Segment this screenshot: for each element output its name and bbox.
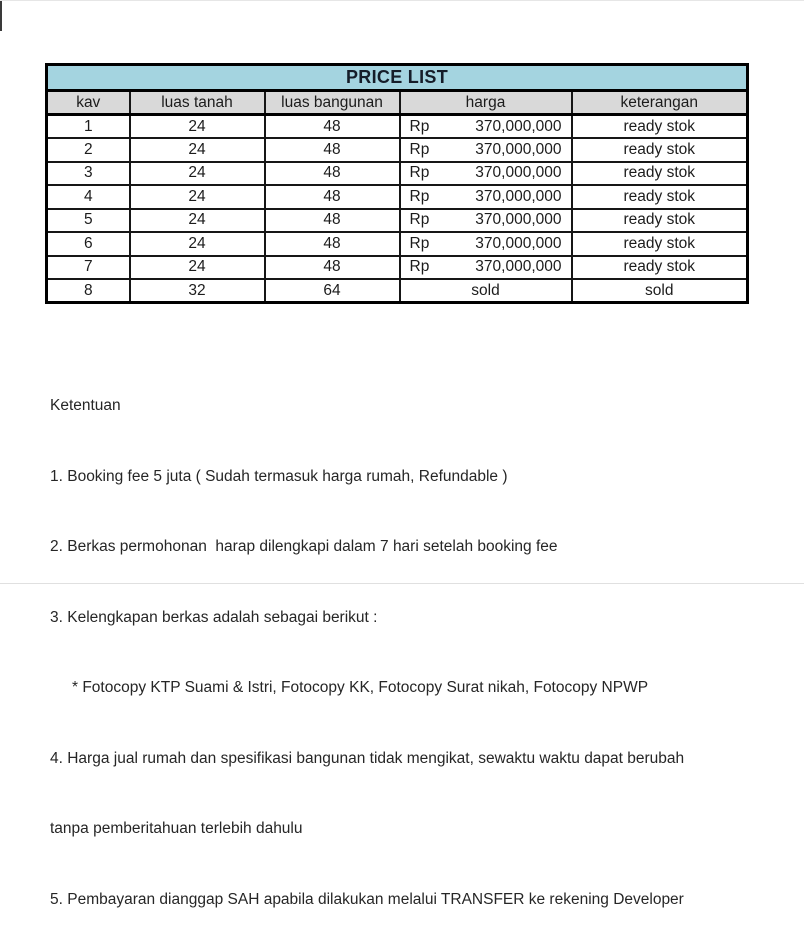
terms-line: tanpa pemberitahuan terlebih dahulu [50, 820, 303, 837]
currency-label: Rp [409, 187, 430, 205]
cell-harga [400, 256, 572, 280]
terms-line: 1. Booking fee 5 juta ( Sudah termasuk harga rumah, Refundable ) [50, 467, 508, 485]
column-header-luas-bangunan: luas bangunan [265, 91, 400, 115]
cell-harga [400, 138, 572, 162]
table-row [47, 185, 748, 209]
cell-keterangan: sold [572, 279, 748, 303]
table-row [47, 256, 748, 280]
terms-line: 5. Pembayaran dianggap SAH apabila dilakukan melalui TRANSFER ke rekening Developer [50, 890, 684, 908]
table-row [47, 162, 748, 186]
price-amount: 370,000,000 [475, 117, 562, 135]
price-amount: 370,000,000 [475, 258, 562, 276]
terms-line: 2. Berkas permohonan harap dilengkapi dalam 7 hari setelah booking fee [50, 538, 558, 555]
cell-luas-bangunan: 48 [265, 256, 400, 280]
cell-luas-tanah: 24 [130, 256, 265, 280]
price-amount: 370,000,000 [475, 164, 562, 182]
table-title-band [47, 65, 748, 91]
currency-label: Rp [409, 234, 430, 252]
table-row [47, 115, 748, 139]
cell-harga [400, 185, 572, 209]
cell-keterangan: ready stok [572, 185, 748, 209]
cell-luas-bangunan: 64 [265, 279, 400, 303]
cell-harga [400, 209, 572, 233]
column-header-harga: harga [400, 91, 572, 115]
cell-kav: 3 [47, 162, 130, 186]
price-amount: 370,000,000 [475, 187, 562, 205]
cell-luas-tanah: 24 [130, 185, 265, 209]
terms-line: * Fotocopy KTP Suami & Istri, Fotocopy KK, Fotocopy Surat nikah, Fotocopy NPWP [72, 679, 649, 696]
cell-luas-tanah: 24 [130, 209, 265, 233]
price-amount: 370,000,000 [475, 211, 562, 229]
cell-kav: 1 [47, 115, 130, 139]
column-header-luas-tanah: luas tanah [130, 91, 265, 115]
price-amount: 370,000,000 [475, 140, 562, 158]
terms-line: 3. Kelengkapan berkas adalah sebagai berikut : [50, 608, 378, 626]
cell-kav: 7 [47, 256, 130, 280]
cell-luas-bangunan: 48 [265, 232, 400, 256]
cell-luas-tanah: 24 [130, 232, 265, 256]
cell-luas-bangunan: 48 [265, 138, 400, 162]
cell-luas-bangunan: 48 [265, 115, 400, 139]
cell-kav: 6 [47, 232, 130, 256]
cell-luas-bangunan: 48 [265, 185, 400, 209]
table-row [47, 138, 748, 162]
terms-section [50, 347, 780, 935]
column-header-kav: kav [47, 91, 130, 115]
table-row [47, 209, 748, 233]
cell-luas-tanah: 32 [130, 279, 265, 303]
column-header-keterangan: keterangan [572, 91, 748, 115]
cell-luas-tanah: 24 [130, 115, 265, 139]
cell-harga [400, 232, 572, 256]
cell-harga [400, 162, 572, 186]
cell-harga [400, 115, 572, 139]
table-row [47, 279, 748, 303]
currency-label: Rp [409, 164, 430, 182]
table-title: PRICE LIST [47, 65, 748, 91]
cell-kav: 4 [47, 185, 130, 209]
cell-luas-tanah: 24 [130, 162, 265, 186]
terms-line: 4. Harga jual rumah dan spesifikasi bangunan tidak mengikat, sewaktu waktu dapat berubah [50, 749, 685, 767]
cell-kav: 8 [47, 279, 130, 303]
table-row [47, 232, 748, 256]
currency-label: Rp [409, 117, 430, 135]
terms-heading: Ketentuan [50, 397, 121, 414]
cell-keterangan: ready stok [572, 162, 748, 186]
cell-keterangan: ready stok [572, 209, 748, 233]
cell-luas-bangunan: 48 [265, 209, 400, 233]
cell-keterangan: ready stok [572, 115, 748, 139]
currency-label: Rp [409, 258, 430, 276]
cell-luas-tanah: 24 [130, 138, 265, 162]
cell-harga-sold: sold [400, 279, 572, 303]
currency-label: Rp [409, 211, 430, 229]
currency-label: Rp [409, 140, 430, 158]
cell-keterangan: ready stok [572, 232, 748, 256]
cell-kav: 2 [47, 138, 130, 162]
scan-edge-artifact [0, 1, 2, 31]
price-amount: 370,000,000 [475, 234, 562, 252]
cell-luas-bangunan: 48 [265, 162, 400, 186]
price-list-table [45, 63, 746, 304]
cell-keterangan: ready stok [572, 138, 748, 162]
cell-keterangan: ready stok [572, 256, 748, 280]
cell-kav: 5 [47, 209, 130, 233]
table-header-row [47, 91, 748, 115]
